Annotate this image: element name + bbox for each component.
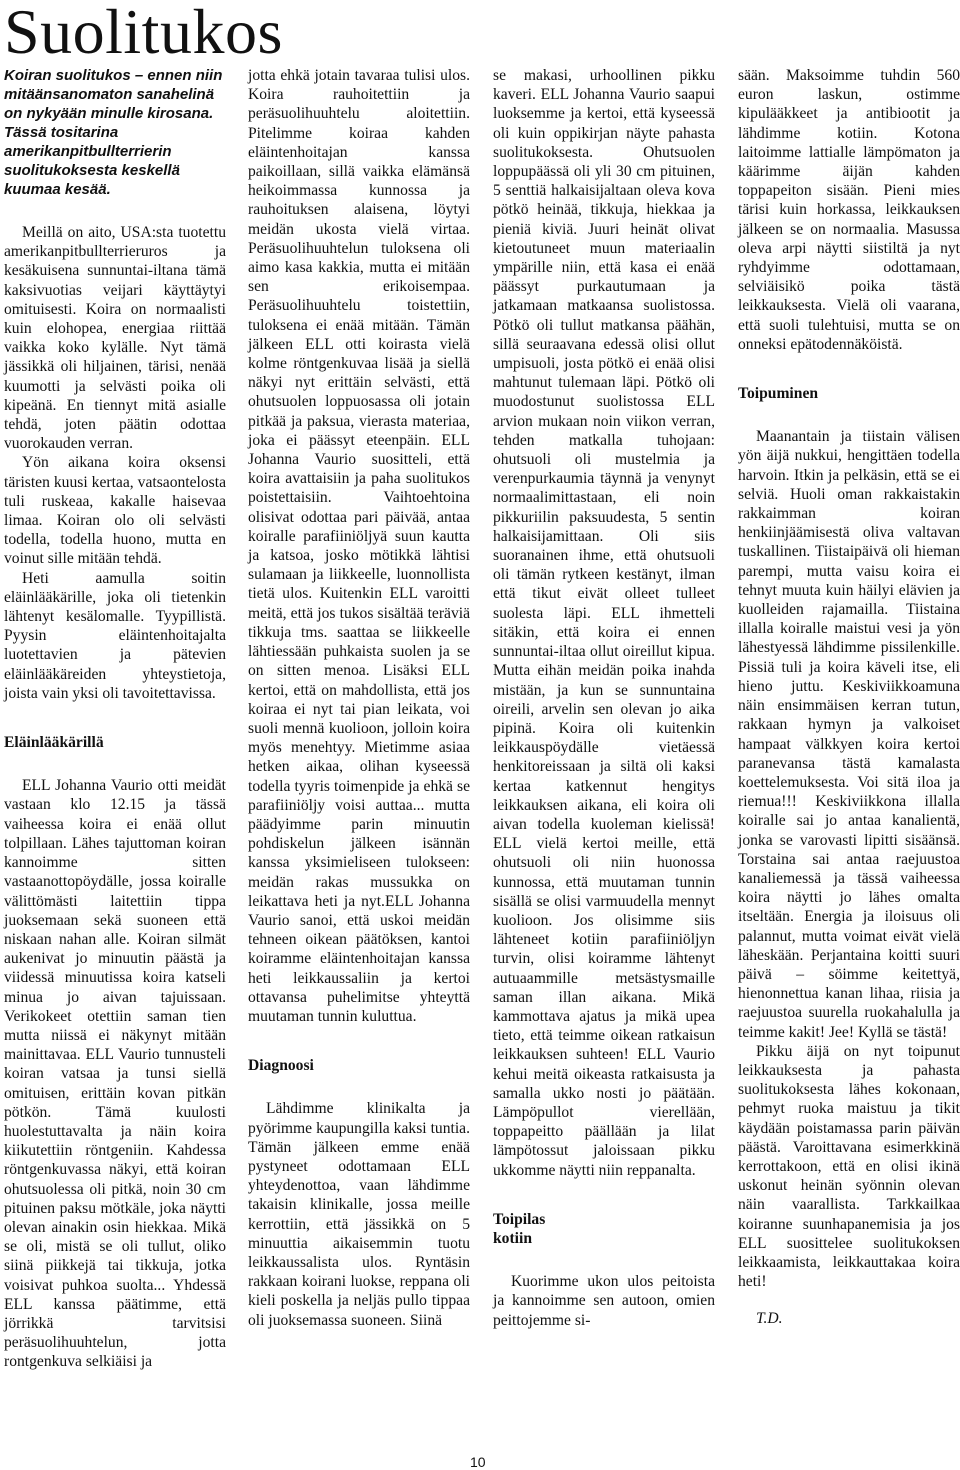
paragraph: Heti aamulla soitin eläinlääkärille, joka oli tietenkin lähtenyt kesälomalle. Tyypillistä. Pyysin eläintenhoitajalta luotettavien ja pätevien eläinlääkäreiden yhteystietoja, joista vain yksi oli tavoitettavissa.	[4, 569, 226, 702]
paragraph: jotta ehkä jotain tavaraa tulisi ulos. Koira rauhoitettiin ja peräsuolihuuhtelu aloitettiin. Pitelimme koiraa kahden eläintenhoitajan kanssa paikoillaan, sillä vaikka elämänsä heikoimmassa kunnossa ja rauhoituksen alaisena, löytyi meidän ukosta vielä virtaa. Peräsuolihuuhtelun tuloksena oli aimo kasa kakkia, mutta ei mitään sen erikoisempaa. Peräsuolihuuhtelu toistettiin, tuloksena ei enää mitään. Tämän jälkeen ELL otti koirasta vielä kolme röntgenkuvaa lisää ja siellä näkyi nyt erittäin selvästi, että ohutsuolen loppuosassa oli jotain pitkää ja paksua, vierasta materiaa, joka ei päässyt eteenpäin. ELL Johanna Vaurio suositteli, että koira avattaisiin ja paha suolitukos poistettaisiin. Vaihtoehtoina olisivat odottaa pari päivää, antaa koiralle parafiiniöljyä suun kautta ja katsoa, josko mötikkä lähtisi sulamaan ja liikkeelle, luonnollista tietä ulos. Kuitenkin ELL varoitti meitä, että jos tukos sisältää teräviä tikkuja tms. saattaa se liikkeelle lähtiessään puhkaista suolen ja se on sitten menoa. Lisäksi ELL kertoi, että on mahdollista, että jos koiraa ei nyt tai pian leikata, voi suoli mennä kuolioon, jolloin koira myös menehtyy. Mietimme asiaa hetken aikaa, olihan kyseessä todella tyyris toimenpide ja ehkä se parafiiniöljy voisi auttaa... mutta päädyimme parin minuutin pohdiskelun jälkeen isännän kanssa yksimieliseen tulokseen: meidän rakas mussukka on leikattava heti ja nyt.ELL Johanna Vaurio sanoi, että uskoi meidän tehneen oikean päätöksen, kantoi koiramme eläintenhoitajan kanssa heti leikkaussaliin ja kertoi ottavansa puhelimitse yhteyttä muutaman tunnin kuluttua.	[248, 67, 470, 1025]
paragraph: sään. Maksoimme tuhdin 560 euron laskun, ostimme kipulääkkeet ja antibiootit ja lähdimme kotiin. Kotona laitoimme lattialle lämpömaton ja käärimme äijän kahden toppapeiton sisään. Pieni mies tärisi kuin horkassa, leikkauksen jälkeen se on normaalia. Masussa oleva arpi näytti siistiltä ja nyt ryhdyimme odottamaan, selviäisikö poika tästä leikkauksesta. Vielä oli vaarana, että suoli tulehtuisi, mutta se on onneksi epätodennäköistä.	[738, 67, 960, 353]
paragraph: Yön aikana koira oksensi täristen kuusi kertaa, vatsaontelosta tuli ruskeaa, kakalle haisevaa limaa. Koiran olo oli selvästi todella, todella huono, mutta en voinut sille mitään tehdä.	[4, 454, 226, 568]
paragraph: Kuorimme ukon ulos peitoista ja kannoimme sen autoon, omien peittojemme si-	[493, 1273, 715, 1329]
column-2	[248, 66, 470, 1330]
paragraph: Meillä on aito, USA:sta tuotettu amerikanpitbullterrieruros ja kesäkuisena sunnuntai-iltana tämä kaksivuotias veijari käyttäytyi omituisesti. Koira on normaalisti kuin elohopea, energiaa riittää vaikka koko kylälle. Nyt tämä jässikkä oli hiljainen, tärisi, nenää kuumotti ja selvästi poika oli kipeänä. En tiennyt mitä asialle tehdä, joten päätin odottaa vuorokauden verran.	[4, 224, 226, 453]
column-1	[4, 66, 226, 1372]
paragraph: Lähdimme klinikalta ja pyörimme kaupungilla kaksi tuntia. Tämän jälkeen emme enää pystyneet odottamaan ELL yhteydenottoa, vaan lähdimme takaisin klinikalle, jossa meille kerrottiin, että jässikkä on 5 minuuttia aikaisemmin tuotu leikkaussalista ulos. Ryntäsin rakkaan koirani luokse, reppana oli kieli poskella ja neljäs pullo tippaa oli juoksemassa suoneen. Siinä	[248, 1100, 470, 1329]
article-lead: Koiran suolitukos – ennen niin mitäänsanomaton sanahelinä on nykyään minulle kirosana. Tässä tositarina amerikanpitbullterrierin suolitukoksesta keskellä kuumaa kesää.	[4, 67, 223, 198]
author-signature: T.D.	[756, 1310, 783, 1328]
paragraph: Maanantain ja tiistain välisen yön äijä nukkui, hengittäen todella harvoin. Itkin ja pelkäsin, että se ei selviä. Huoli oman rakkaistakin rakkaimman koiran henkiinjäämisestä oliva valtavan tuskallinen. Tiistaipäivä oli hieman parempi, mutta vaisu koira ei tehnyt muuta kuin häilyi elävien ja kuolleiden rajamailla. Tiistaina illalla koiralle maistui vesi ja yön lähestyessä lähdimme pissilenkille. Pissiä tuli ja koira käveli itse, eli hieno juttu. Keskiviikkoamuna näin ensimmäisen kerran tutun, rakkaan hymyn ja valkoiset hampaat välkkyen koira kertoi paranevansa tästä kamalasta koettelemuksesta. Voi sitä iloa ja riemua!!! Keskiviikkona illalla koiralle sai jo antaa kanalientä, jonka se varovasti lipitti sisäänsä. Torstaina sai antaa raejuustoa kanaliemessä ja tässä vaiheessa koira näytti jo lähes omalta itseltään. Energia ja iloisuus oli palannut, mutta voimat eivät vielä läheskään. Perjantaina koitti suuri päivä – söimme keitettyä, hienonnettua kanan lihaa, riisia ja raejuustoa suurella ruokahalulla ja teimme kakit! Jee! Kyllä se tästä!	[738, 428, 960, 1041]
paragraph: Pikku äijä on nyt toipunut leikkauksesta ja pahasta suolitukoksesta lähes kokonaan, pehmyt ruoka maistuu ja tikit käydään poistamassa parin päivän päästä. Varoittavana esimerkkinä kerrottakoon, että en olisi ikinä uskonut heinän syönnin olevan näin vaarallista. Tarkkailkaa koiranne suunhapanemisia ja jos ELL suosittelee suolitukoksen leikkaamista, leikkauttakaa koira heti!	[738, 1042, 960, 1291]
section-heading: Toipilas kotiin	[493, 1210, 546, 1247]
paragraph: se makasi, urhoollinen pikku kaveri. ELL Johanna Vaurio saapui luoksemme ja kertoi, että kyseessä oli kuin oppikirjan näyte pahasta suolitukoksesta. Ohutsuolen loppupäässä oli yli 30 cm pituinen, 5 senttiä halkaisijaltaan oleva kova pötkö heinää, tikkuja, hiekkaa ja pieniä kiviä. Juuri heinät olivat kietoutuneet muun materiaalin ympärille niin, että kasa ei enää päässyt purkautumaan ja jatkamaan matkaansa suolistossa. Pötkö oli tullut matkansa päähän, sillä seuraavana edessä olisi ollut umpisuoli, josta pötkö ei enää olisi mahtunut tulemaan läpi. Pötkö oli muodostunut suolistossa ELL arvion mukaan noin viikon verran, tehden matkalla tuhojaan: ohutsuoli oli mustelmia ja verenpurkaumia täynnä ja venynyt normaalimittastaan, eli noin pikkuriilin paksuudesta, 5 sentin halkaisijamittaan. Oli siis suoranainen ihme, että ohutsuoli oli tämän rytkeen kestänyt, ilman että tikut eivät olleet tulleet suolesta läpi. ELL ihmetteli sitäkin, että koira ei ennen sunnuntai-iltaa ollut oireillut kipua. Mutta eihän meidän poika inahda mistään, ja kun se sunnuntaina oireili, arvelin sen olevan jo aika pipinä. Koira oli kuitenkin leikkauspöydälle vietäessä henkitoreissaan ja siltä oli kaksi kertaa katkennut hengitys leikkauksen aikana, eli koira oli aivan todella kuoleman kielissä! ELL vielä kertoi meille, että ohutsuoli oli niin huonossa kunnossa, että muutaman tunnin sisällä se olisi varmuudella mennyt kuolioon. Jos olisimme siis lähteneet kotiin parafiiniöljyn turvin, olisi koiramme lähtenyt autuaammille metsästysmaille saman illan aikana. Mikä kammottava ajatus ja mikä upea tieto, että teimme oikean ratkaisun leikkauksen suhteen! ELL Vaurio kehui meitä oikeasta ratkaisusta ja samalla ukko nosti jo päätään. Lämpöpullot vierellään, toppapeitto päällään ja lilat lämpötossut jaloissaan pikku ukkomme näytti niin reppanalta.	[493, 67, 715, 1179]
article-title: Suolitukos	[4, 0, 283, 67]
page-number: 10	[470, 1454, 486, 1470]
section-heading: Eläinlääkärillä	[4, 734, 104, 752]
column-4	[738, 66, 960, 1329]
column-3	[493, 66, 715, 1330]
section-heading: Toipuminen	[738, 385, 819, 403]
paragraph: ELL Johanna Vaurio otti meidät vastaan klo 12.15 ja tässä vaiheessa koira ei enää ollut tolpillaan. Lähes tajuttoman koiran kannoimme sitten vastaanottopöydälle, jossa koiralle välittömästi laitettiin tippa juoksemaan sekä suoneen että niskaan nahan alle. Koiran silmät aukenivat jo minuutin päästä ja viidessä minuutissa koira katseli minua jo aivan tajuissaan. Verikokeet otettiin saman tien mutta niissä ei näkynyt mitään mainittavaa. ELL Vaurio tunnusteli koiran vatsaa ja tunsi siellä omituisen, erittäin kovan pitkän pötkön. Tämä kuulosti huolestuttavalta ja näin koira kiikutettiin röntgeniin. Kahdessa röntgenkuvassa näkyi, että koiran ohutsuolessa oli pitkä, noin 30 cm pituinen paksu mötkäle, joka näytti olevan ainakin osin hiekkaa. Mikä se oli, mistä se oli tullut, oliko siinä piikkejä tai tikkuja, jotka voisivat puhkoa suolta... Yhdessä ELL kanssa päätimme, että jörrikkä tarvitsisi peräsuolihuuhtelun, jotta rontgenkuva selkiäisi ja	[4, 777, 226, 1371]
section-heading: Diagnoosi	[248, 1057, 314, 1075]
